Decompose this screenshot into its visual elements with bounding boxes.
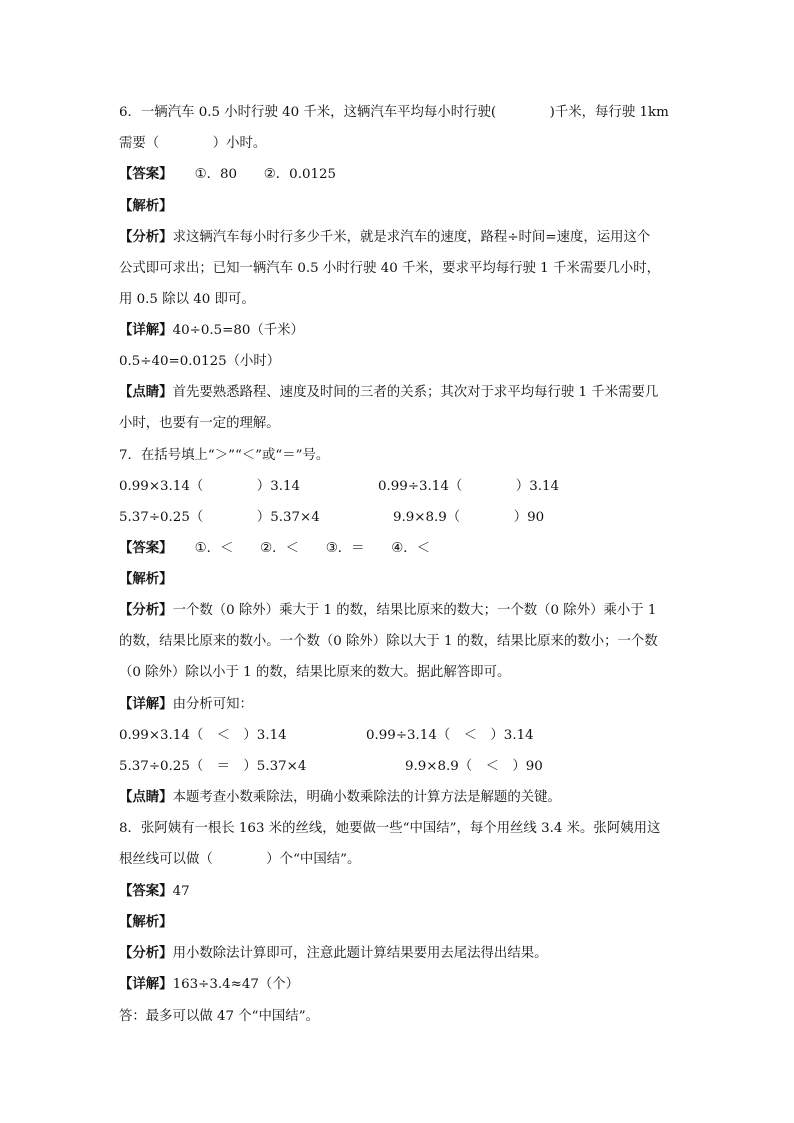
- q7-detail-row-2a: 5.37÷0.25（ ＝ ）5.37×4: [119, 759, 307, 774]
- detail-label: 【详解】: [119, 976, 173, 992]
- q7-detail-row-2b: 9.9×8.9（ ＜ ）90: [405, 759, 543, 774]
- q7-answer: [119, 542, 430, 555]
- q6-line-1: 6．一辆汽车 0.5 小时行驶 40 千米，这辆汽车平均每小时行驶( )千米，每行驶 1km: [119, 105, 669, 120]
- answer-text: ①．80 ②．0.0125: [194, 167, 337, 182]
- q8-detail: [119, 978, 299, 991]
- q7-row-1a: 0.99×3.14（ ）3.14: [119, 479, 301, 494]
- answer-label: 【答案】: [119, 166, 173, 182]
- comment-text: 本题考查小数乘除法，明确小数乘除法的计算方法是解题的关键。: [172, 790, 561, 805]
- q7-analysis-line-1: [119, 604, 656, 617]
- q6-line-2: 需要（ ）小时。: [119, 136, 267, 151]
- q8-line-2: 根丝线可以做（ ）个“中国结”。: [119, 852, 361, 867]
- q8-line-1: 8．张阿姨有一根长 163 米的丝线，她要做一些“中国结”，每个用丝线 3.4 米。张阿姨用这: [119, 821, 661, 836]
- analysis-text: 求这辆汽车每小时行多少千米，就是求汽车的速度，路程÷时间=速度，运用这个: [172, 230, 651, 245]
- answer-text: 47: [172, 884, 190, 899]
- q6-answer: [119, 168, 336, 181]
- comment-label: 【点睛】: [119, 384, 173, 400]
- answer-label: 【答案】: [119, 883, 173, 899]
- q7-row-2b: 9.9×8.9（ ）90: [393, 510, 545, 525]
- analysis-label: 【分析】: [119, 602, 173, 618]
- q8-analysis-head: 【解析】: [119, 914, 173, 930]
- q6-comment-line-2: 小时，也要有一定的理解。: [119, 416, 280, 431]
- detail-label: 【详解】: [119, 696, 173, 712]
- analysis-text: 一个数（0 除外）乘大于 1 的数，结果比原来的数大；一个数（0 除外）乘小于 1: [172, 603, 657, 618]
- q7-detail-row-1b: 0.99÷3.14（ ＜ ）3.14: [366, 728, 534, 743]
- analysis-label: 【分析】: [119, 229, 173, 245]
- q7-detail: [119, 698, 253, 711]
- q6-analysis-line-2: 公式即可求出；已知一辆汽车 0.5 小时行驶 40 千米，要求平均每行驶 1 千米需要几小时，: [119, 261, 661, 276]
- detail-text: 163÷3.4≈47（个）: [172, 977, 300, 992]
- q6-analysis-line-3: 用 0.5 除以 40 即可。: [119, 292, 255, 307]
- answer-text: ①．＜ ②．＜ ③．＝ ④．＜: [194, 541, 431, 556]
- answer-label: 【答案】: [119, 540, 173, 556]
- q7-analysis-line-3: （0 除外）除以小于 1 的数，结果比原来的数大。据此解答即可。: [119, 665, 511, 680]
- q7-title: 7．在括号填上“＞”“＜”或“＝”号。: [119, 448, 330, 463]
- q7-row-1b: 0.99÷3.14（ ）3.14: [378, 479, 560, 494]
- q6-detail-line-1: [119, 324, 304, 337]
- q8-final-answer: 答：最多可以做 47 个“中国结”。: [119, 1009, 319, 1024]
- comment-text: 首先要熟悉路程、速度及时间的三者的关系；其次对于求平均每行驶 1 千米需要几: [172, 385, 659, 400]
- detail-label: 【详解】: [119, 322, 173, 338]
- q8-analysis: [119, 947, 548, 960]
- q7-analysis-head: 【解析】: [119, 571, 173, 587]
- q7-row-2a: 5.37÷0.25（ ）5.37×4: [119, 510, 320, 525]
- comment-label: 【点睛】: [119, 789, 173, 805]
- q7-comment: [119, 791, 561, 804]
- analysis-label: 【分析】: [119, 945, 173, 961]
- detail-text: 由分析可知：: [172, 697, 253, 712]
- q6-comment-line-1: [119, 386, 658, 399]
- q7-detail-row-1a: 0.99×3.14（ ＜ ）3.14: [119, 728, 287, 743]
- analysis-text: 用小数除法计算即可，注意此题计算结果要用去尾法得出结果。: [172, 946, 548, 961]
- q7-analysis-line-2: 的数，结果比原来的数小。一个数（0 除外）除以大于 1 的数，结果比原来的数小；一个数: [119, 634, 658, 649]
- q6-analysis-head: 【解析】: [119, 198, 173, 214]
- q6-analysis-line-1: [119, 231, 650, 244]
- q8-answer: [119, 885, 190, 898]
- detail-text: 40÷0.5=80（千米）: [172, 323, 304, 338]
- q6-detail-line-2: 0.5÷40=0.0125（小时）: [119, 354, 281, 369]
